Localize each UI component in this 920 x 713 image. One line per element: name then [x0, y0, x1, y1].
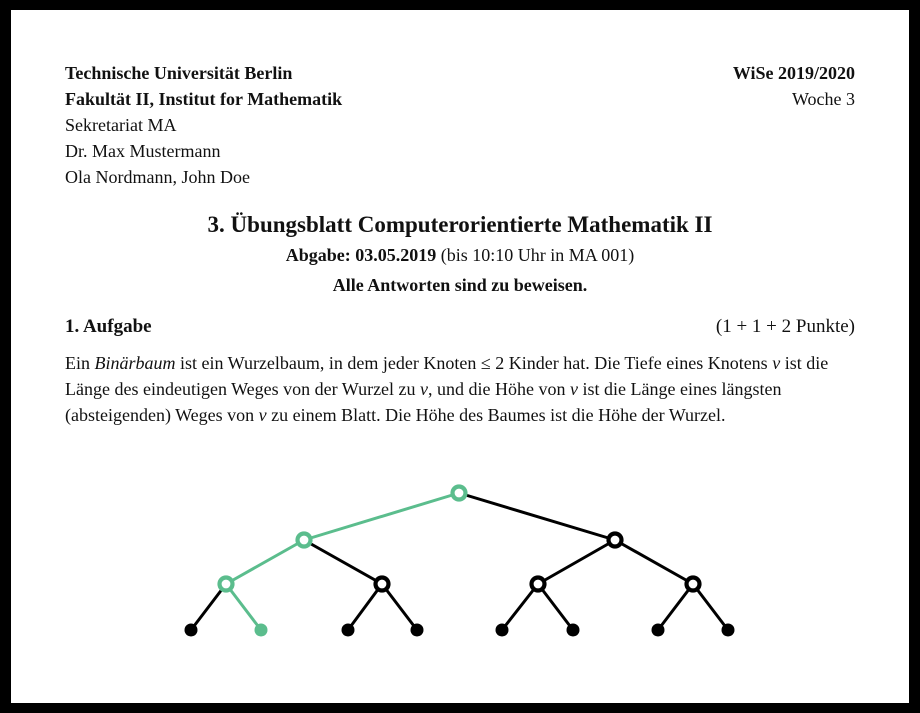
tree-leaf-node [567, 624, 580, 637]
tree-leaf-node [185, 624, 198, 637]
tree-leaf-node [342, 624, 355, 637]
tree-edge [459, 493, 615, 540]
document-header [65, 60, 855, 190]
tree-internal-node [298, 534, 311, 547]
tree-internal-node [220, 578, 233, 591]
tree-edge [226, 584, 261, 630]
task-label: 1. Aufgabe [65, 316, 152, 337]
tree-leaf-node [722, 624, 735, 637]
tree-edge [538, 540, 615, 584]
deadline-line [65, 240, 855, 270]
semester-label: WiSe 2019/2020 [732, 63, 855, 83]
para-seg: zu einem Blatt. Die Höhe des Baumes ist die Höhe der Wurzel. [266, 405, 726, 425]
tree-edge [382, 584, 417, 630]
tree-edge [502, 584, 538, 630]
tree-leaf-node [496, 624, 509, 637]
tree-internal-node [376, 578, 389, 591]
tree-edge [538, 584, 573, 630]
header-right-block [733, 60, 855, 112]
task-header-row [65, 314, 855, 340]
secretariat-line: Sekretariat MA [65, 115, 177, 135]
tree-edge [191, 584, 226, 630]
para-seg-italic: Binärbaum [94, 353, 176, 373]
para-seg: ist die Länge des eindeutigen Weges von der Wurzel zu [65, 353, 829, 399]
tree-leaf-node [652, 624, 665, 637]
para-seg-italic: v [772, 353, 781, 373]
task-description-paragraph [65, 350, 857, 428]
para-seg: , und die Höhe von [428, 379, 571, 399]
tree-edge [658, 584, 693, 630]
tree-edge [348, 584, 382, 630]
tree-edge [615, 540, 693, 584]
tree-internal-node [609, 534, 622, 547]
tree-internal-node [453, 487, 466, 500]
para-seg-italic: v [570, 379, 579, 399]
week-label: Woche 3 [791, 89, 855, 109]
proof-note: Alle Antworten sind zu beweisen. [332, 275, 588, 295]
tree-leaf-node [411, 624, 424, 637]
tree-internal-node [687, 578, 700, 591]
document-title: 3. Übungsblatt Computerorientierte Mathematik II [207, 212, 713, 237]
tree-edge [226, 540, 304, 584]
para-seg: Ein [65, 353, 95, 373]
task-points: (1 + 1 + 2 Punkte) [715, 316, 855, 337]
para-seg: ist ein Wurzelbaum, in dem jeder Knoten ≤ 2 Kinder hat. Die Tiefe eines Knotens [175, 353, 773, 373]
faculty-name: Fakultät II, Institut for Mathematik [65, 89, 343, 109]
university-name: Technische Universität Berlin [65, 63, 293, 83]
para-seg: ist die Länge eines längsten (absteigenden) Weges von [65, 379, 782, 425]
tree-leaf-node [255, 624, 268, 637]
lecturer-line: Dr. Max Mustermann [65, 141, 221, 161]
tree-internal-node [532, 578, 545, 591]
exercise-sheet-page [11, 10, 909, 703]
deadline-date: Abgabe: 03.05.2019 [285, 245, 437, 265]
tree-edge [693, 584, 728, 630]
tree-edge [304, 493, 459, 540]
title-block [65, 210, 855, 300]
tree-edge [304, 540, 382, 584]
para-seg-italic: v [258, 405, 267, 425]
assistants-line: Ola Nordmann, John Doe [65, 167, 250, 187]
deadline-details: (bis 10:10 Uhr in MA 001) [436, 245, 635, 265]
header-left-block [65, 60, 342, 190]
para-seg-italic: v [420, 379, 429, 399]
